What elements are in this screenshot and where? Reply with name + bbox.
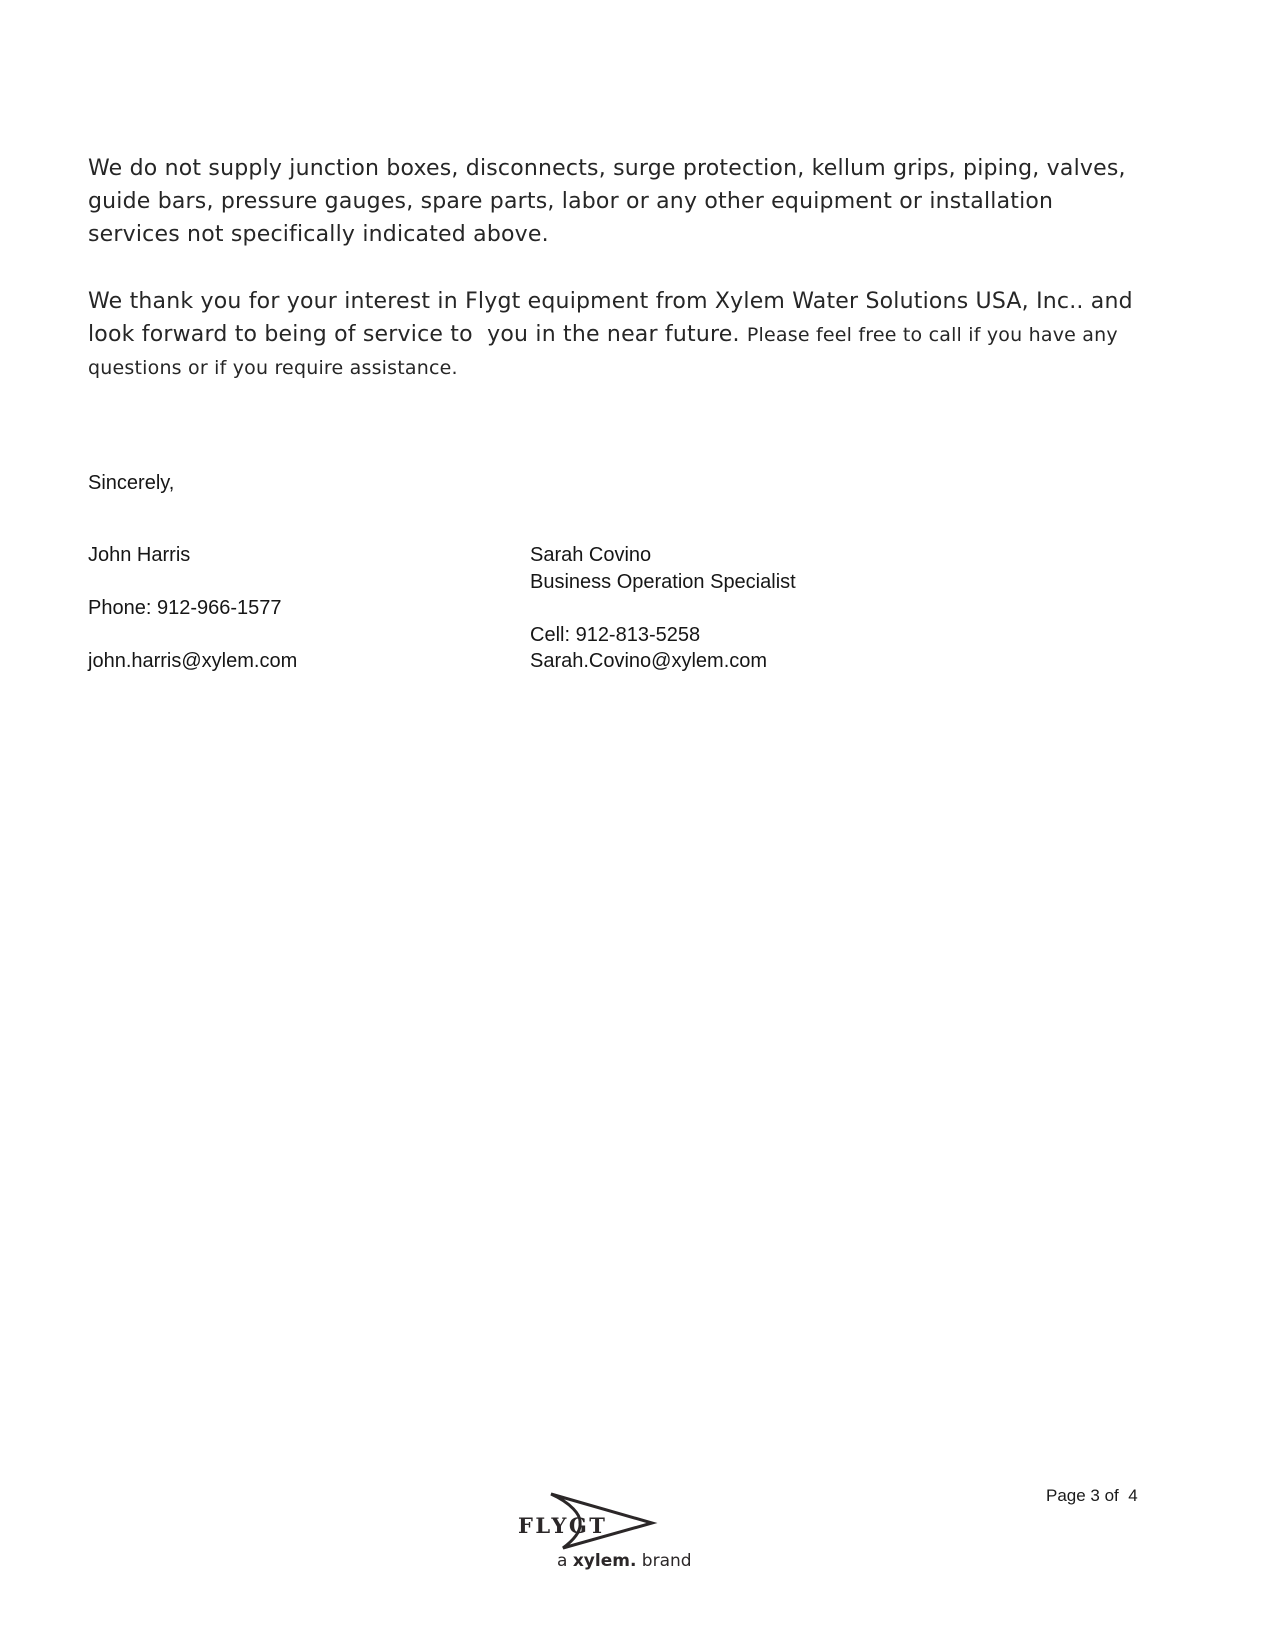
paragraph-line: guide bars, pressure gauges, spare parts, labor or any other equipment or installation (88, 189, 1054, 214)
paragraph-line: services not specifically indicated above. (88, 222, 549, 247)
paragraph-text-large: look forward to being of service to you in the near future. (88, 322, 747, 347)
xylem-wordmark: xylem. (572, 1551, 637, 1571)
flygt-arrow-icon (503, 1486, 703, 1550)
paragraph-text-small: Please feel free to call if you have any (746, 324, 1118, 346)
signer-email: john.harris@xylem.com (88, 650, 298, 672)
paragraph-line (88, 318, 1133, 352)
page-number: Page 3 of 4 (1046, 1486, 1138, 1505)
xylem-tagline (557, 1551, 713, 1571)
flygt-wordmark: FLYGT (518, 1513, 608, 1538)
signer-name: Sarah Covino (530, 544, 652, 566)
signer-email: Sarah.Covino@xylem.com (530, 650, 768, 672)
signer-name: John Harris (88, 544, 191, 566)
signature-block-sarah-covino (530, 542, 796, 675)
paragraph-supply-disclaimer (88, 152, 1126, 251)
signer-phone: Cell: 912-813-5258 (530, 623, 701, 646)
paragraph-thank-you (88, 285, 1133, 385)
paragraph-line: We thank you for your interest in Flygt equipment from Xylem Water Solutions USA, Inc.. and (88, 289, 1133, 314)
tagline-suffix: brand (636, 1551, 692, 1571)
tagline-prefix: a (557, 1551, 573, 1571)
paragraph-line: questions or if you require assistance. (88, 357, 458, 379)
closing-salutation: Sincerely, (88, 472, 175, 494)
signer-phone: Phone: 912-966-1577 (88, 597, 282, 619)
signature-block-john-harris (88, 542, 297, 675)
flygt-logo (503, 1486, 713, 1571)
signer-title: Business Operation Specialist (530, 570, 796, 593)
paragraph-line: We do not supply junction boxes, disconnects, surge protection, kellum grips, piping, valves, (88, 156, 1126, 181)
